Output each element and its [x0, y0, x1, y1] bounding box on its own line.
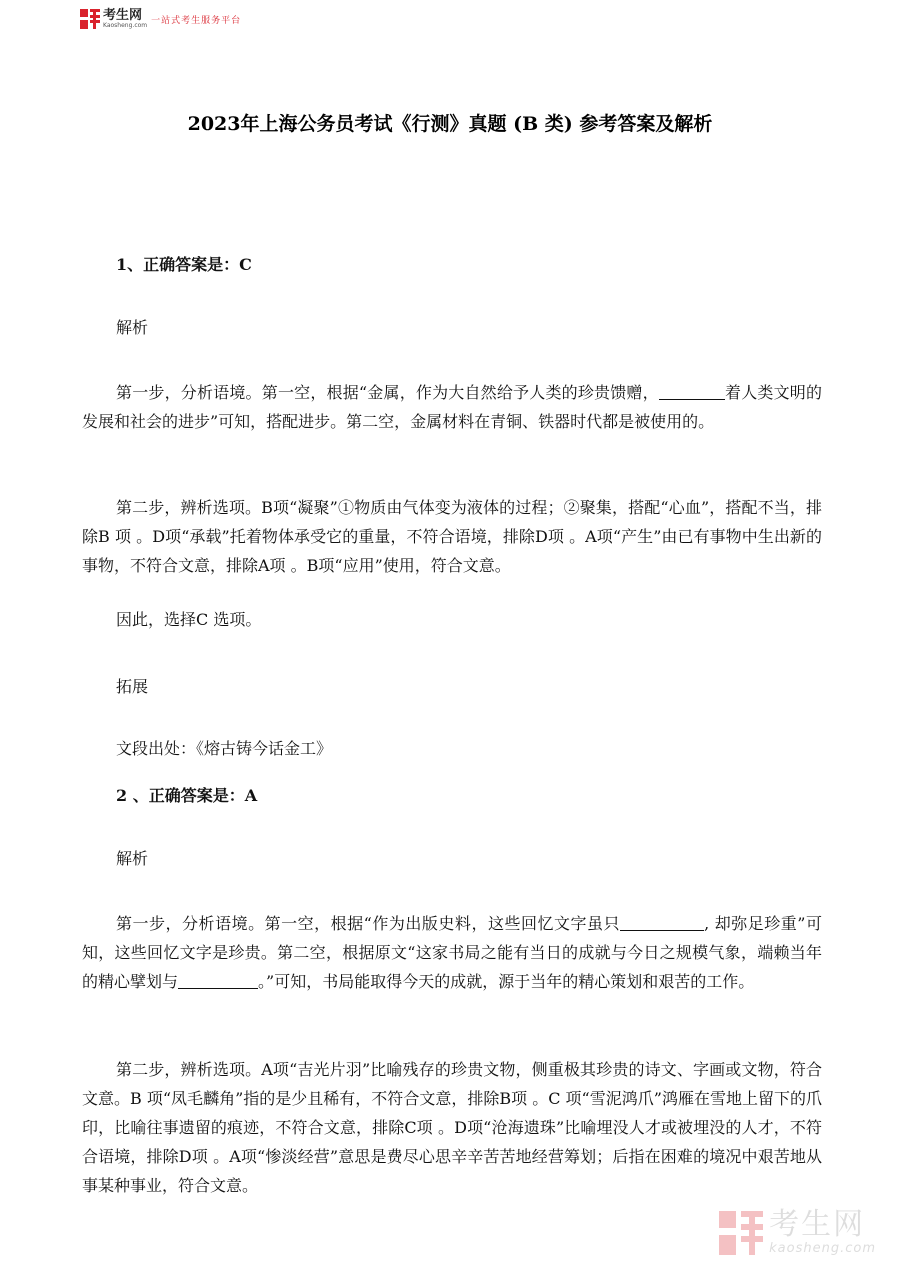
q1-source: 文段出处：《熔古铸今话金工》	[116, 739, 333, 758]
q2-blank-1	[620, 914, 704, 931]
watermark-cn: 考生网	[769, 1207, 866, 1242]
q1-blank-1	[659, 383, 725, 400]
q2-p1-part2: , 却弥足珍重”可知，这些回忆文字是珍贵。第二空，根据原文“这家书局之能有当日的成就与今日之规模气象，端赖当年的精心擘划与	[82, 914, 822, 991]
q2-paragraph-1	[82, 909, 822, 996]
logo-cn: 考生网	[103, 8, 143, 23]
logo-text	[103, 9, 147, 29]
kaosheng-watermark	[719, 1207, 876, 1256]
q1-answer: 1、正确答案是：C	[116, 255, 252, 274]
q2-blank-2	[178, 972, 258, 989]
logo-slogan: 一站式考生服务平台	[151, 15, 242, 26]
q2-paragraph-2: 第二步，辨析选项。A项“吉光片羽”比喻残存的珍贵文物，侧重极其珍贵的诗文、字画或文物，符合文意。B 项“凤毛麟角”指的是少且稀有，不符合文意，排除B项 。C 项“雪泥鸿爪”鸿雁在雪地上留下的爪印，比喻往事遗留的痕迹，不符合文意，排除C项 。D项“沧海遗珠”比喻埋没人才或被埋没的人才，不符合语境，排除D项 。A项“惨淡经营”意思是费尽心思辛辛苦苦地经营筹划；后指在困难的境况中艰苦地从事某种事业，符合文意。	[82, 1060, 822, 1195]
watermark-en: kaosheng.com	[769, 1241, 876, 1256]
q1-p1-before: 第一步，分析语境。第一空，根据“金属，作为大自然给予人类的珍贵馈赠，	[116, 383, 659, 402]
q1-p1-after: 着人类文明的发展和社会的进步”可知，搭配进步。第二空，金属材料在青铜、铁器时代都是被使用的。	[82, 383, 822, 431]
q2-analysis-label: 解析	[116, 849, 149, 868]
q2-p1-part3: 。”可知，书局能取得今天的成就，源于当年的精心策划和艰苦的工作。	[258, 972, 755, 991]
q1-paragraph-3: 因此，选择C 选项。	[116, 610, 262, 629]
document-title: 2023年上海公务员考试《行测》真题 (B 类) 参考答案及解析	[187, 113, 713, 135]
watermark-logo-icon	[719, 1211, 763, 1255]
q1-paragraph-1	[82, 378, 822, 436]
q1-analysis-label: 解析	[116, 318, 149, 337]
kaosheng-logo-icon	[80, 9, 100, 29]
q1-extension-label: 拓展	[116, 677, 149, 696]
q2-answer: 2 、正确答案是：A	[116, 786, 258, 805]
q1-paragraph-2: 第二步，辨析选项。B项“凝聚”①物质由气体变为液体的过程；②聚集，搭配“心血”，搭配不当，排除B 项 。D项“承载”托着物体承受它的重量，不符合语境，排除D项 。A项“产生”由已有事物中生出新的事物，不符合文意，排除A项 。B项“应用”使用，符合文意。	[82, 498, 822, 575]
watermark-text	[769, 1207, 876, 1256]
site-header	[80, 8, 241, 30]
logo-en: Kaosheng.com	[103, 22, 148, 29]
q2-p1-part1: 第一步，分析语境。第一空，根据“作为出版史料，这些回忆文字虽只	[116, 914, 621, 933]
